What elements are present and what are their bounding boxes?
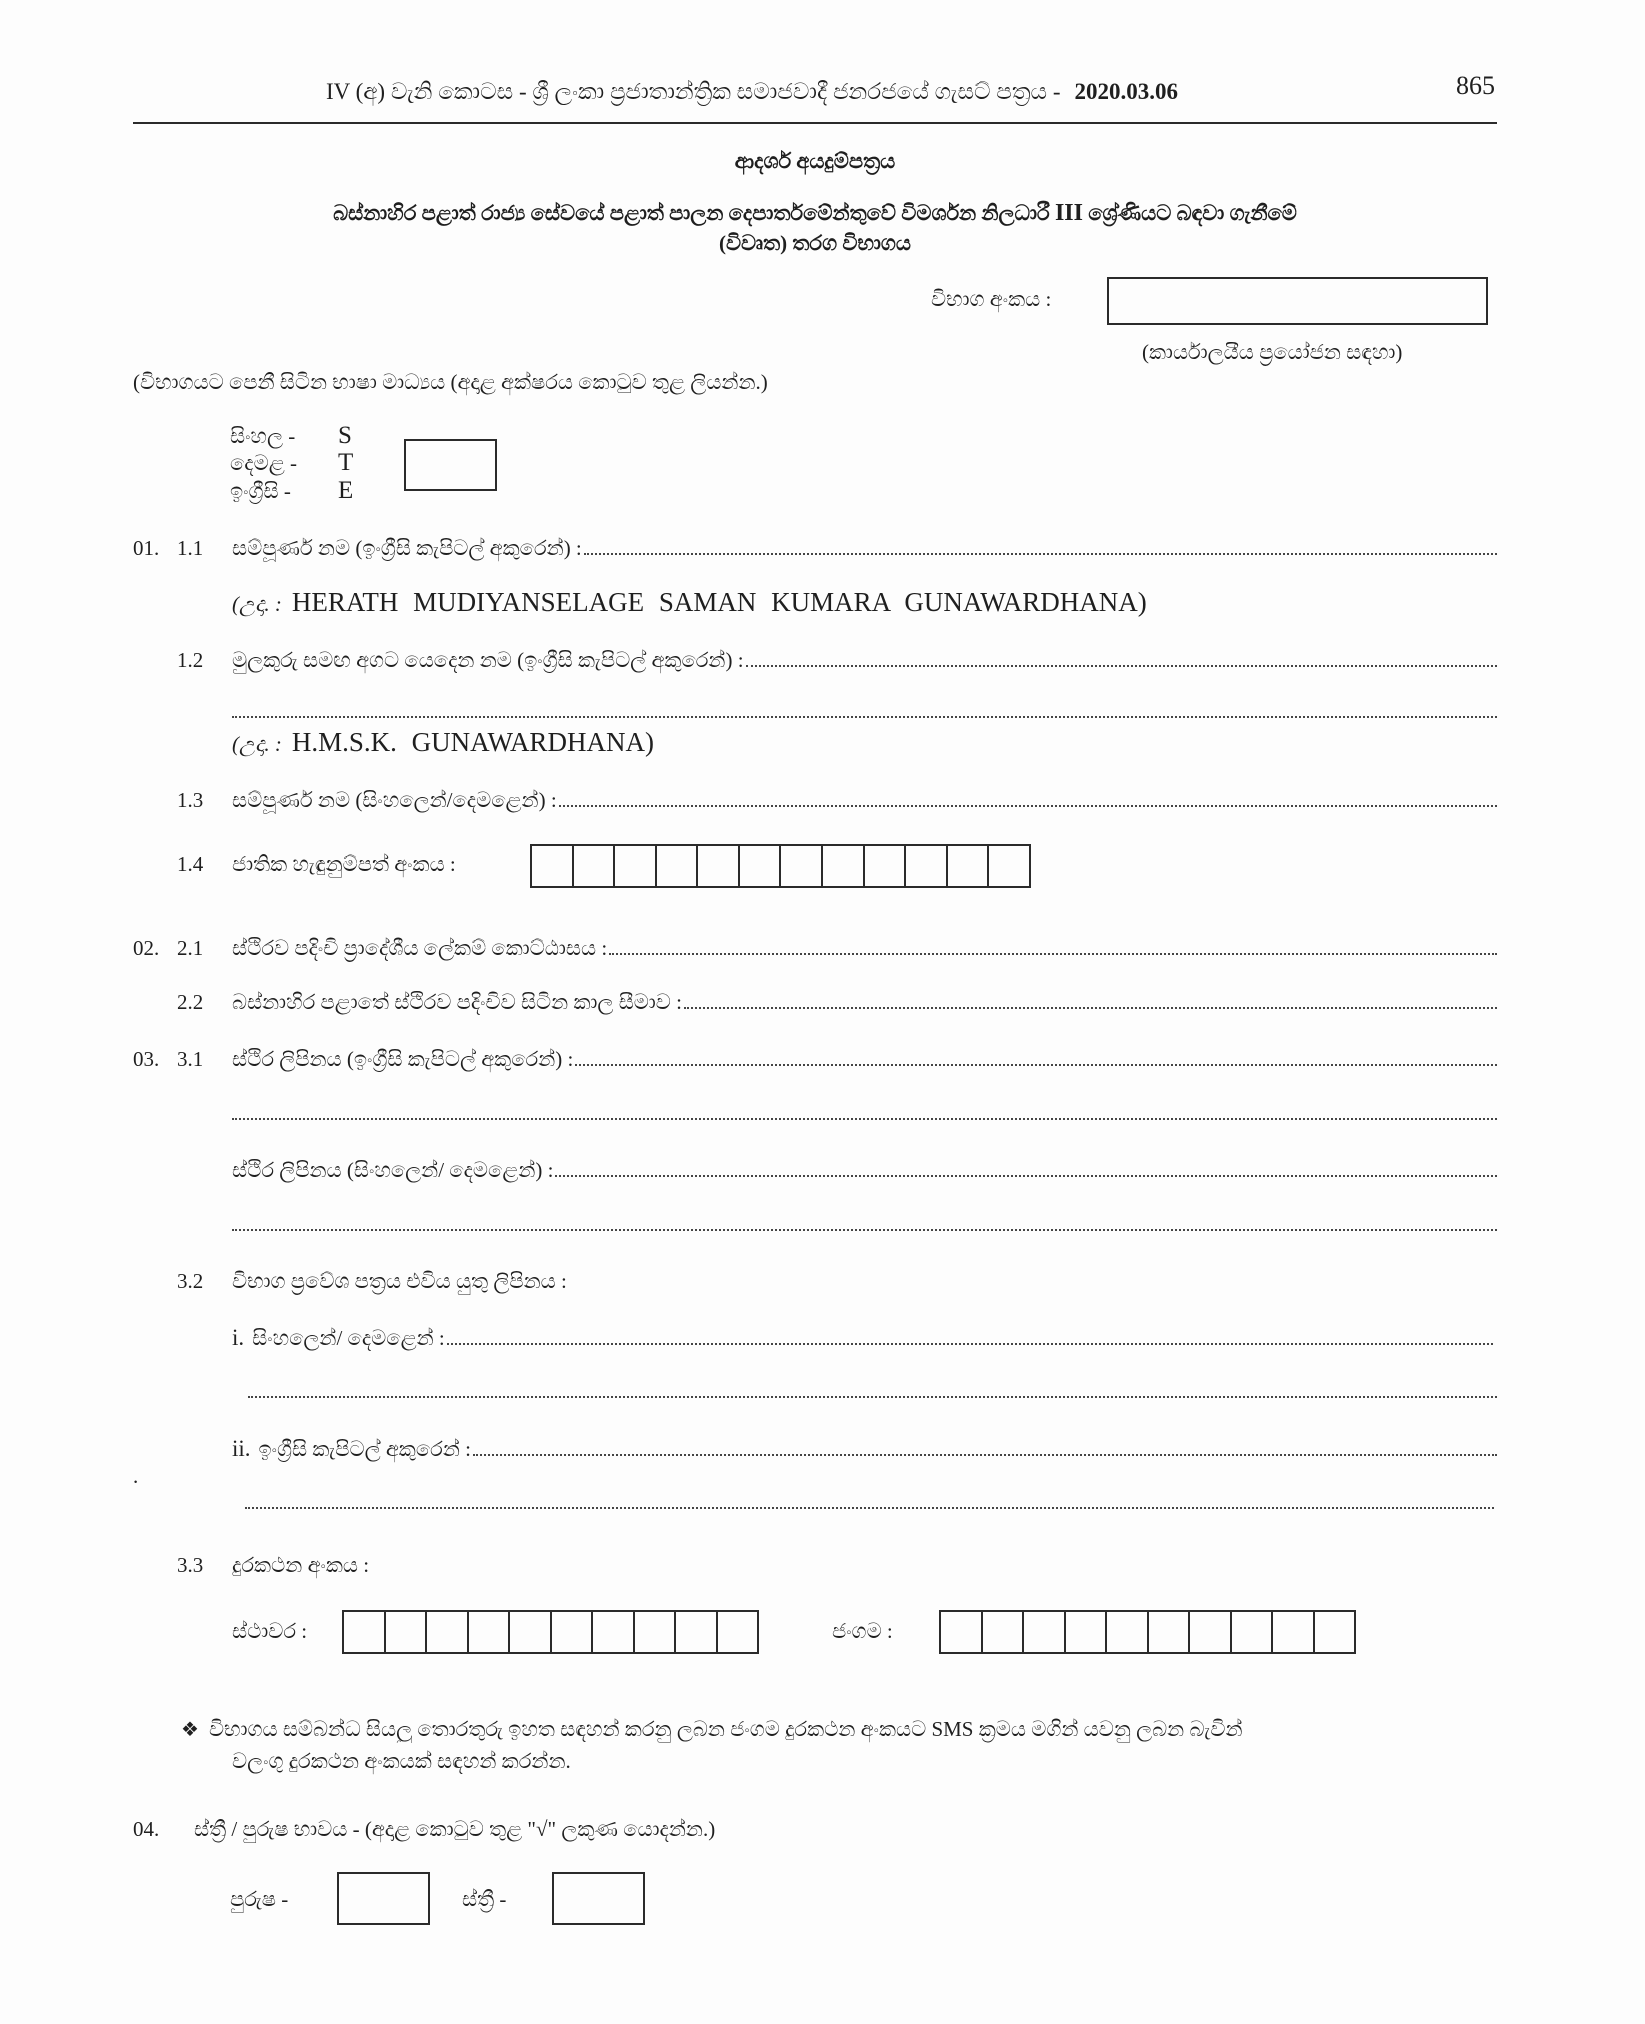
- gazette-header-title: IV (අ) වැනි කොටස - ශ්‍රී ලංකා ප්‍රජාතාන්ත්‍රික සමාජවාදී ජනරජයේ ගැසට් පත්‍රය -: [326, 79, 1061, 104]
- female-label: ස්ත්‍රී -: [462, 1887, 507, 1911]
- divisional-secretariat-label: ස්ථිරව පදිංචි ප්‍රාදේශීය ලේකම් කොට්ඨාසය :: [232, 936, 608, 960]
- residence-period-field[interactable]: [684, 1007, 1497, 1009]
- section-number-01: 01.: [133, 536, 160, 560]
- subtitle-text-end: ශ්‍රේණියට බඳවා ගැනීමේ: [1088, 201, 1297, 225]
- medium-option-tamil: [230, 449, 353, 477]
- permanent-address-local-field-line2[interactable]: [232, 1229, 1497, 1231]
- row-name-with-initials: [133, 646, 1497, 674]
- permanent-address-local-label: ස්ථිර ලිපිනය (සිංහලෙන්/ දෙමළෙන්) :: [232, 1158, 554, 1182]
- divisional-secretariat-field[interactable]: [609, 953, 1497, 955]
- section-number-02: 02.: [133, 936, 160, 960]
- landline-value[interactable]: [344, 1612, 757, 1652]
- gender-label: ස්ත්‍රී / පුරුෂ භාවය - (අදාළ කොටුව තුළ "√" ලකුණ යොදන්න.): [194, 1817, 716, 1841]
- example-prefix: (උදා. :: [232, 592, 282, 616]
- name-with-initials-label: මුලකුරු සමඟ අගට යෙදෙන නම (ඉංග්‍රීසි කැපිටල් අකුරෙන්) :: [232, 648, 744, 672]
- medium-option-code: E: [338, 477, 354, 504]
- item-number-1-2: 1.2: [177, 648, 204, 672]
- row-telephone: [133, 1551, 1497, 1579]
- mobile-value[interactable]: [941, 1612, 1354, 1652]
- form-subtitle-line2: (විවෘත) තරග විභාගය: [718, 231, 912, 255]
- example-prefix: (උදා. :: [232, 732, 282, 756]
- residence-period-label: බස්නාහිර පළාතේ ස්ථිරව පදිංචිව සිටින කාල සීමාව :: [232, 990, 682, 1014]
- form-subtitle-line1: [133, 199, 1497, 227]
- item-number-1-1: 1.1: [177, 536, 204, 560]
- mobile-label: ජංගම :: [832, 1619, 893, 1643]
- item-number-3-3: 3.3: [177, 1553, 204, 1577]
- landline-digit-boxes[interactable]: [342, 1610, 759, 1654]
- form-title: ආදර්ශ අයදුම්පත්‍රය: [734, 149, 896, 173]
- admission-address-local-label: සිංහලෙන්/ දෙමළෙන් :: [252, 1326, 445, 1350]
- medium-option-label: සිංහල -: [230, 424, 296, 448]
- item-number-3-2: 3.2: [177, 1269, 204, 1293]
- admission-address-english-field-line2[interactable]: [245, 1507, 1494, 1509]
- initials-example: [232, 725, 654, 761]
- medium-box[interactable]: [404, 439, 497, 491]
- full-name-english-field[interactable]: [584, 553, 1497, 555]
- sub-item-marker-ii: ii.: [232, 1436, 251, 1461]
- nic-value[interactable]: [532, 846, 1029, 886]
- stray-mark: .: [133, 1464, 139, 1488]
- full-name-example: [232, 585, 1147, 621]
- row-gender: [133, 1815, 1497, 1843]
- admission-address-local-field[interactable]: [447, 1343, 1493, 1345]
- landline-label: ස්ථාවර :: [232, 1619, 308, 1643]
- example-text: HERATH MUDIYANSELAGE SAMAN KUMARA GUNAWARDHANA): [291, 587, 1147, 617]
- nic-label: ජාතික හැඳුනුම්පත් අංකය :: [232, 852, 456, 876]
- header-rule: [133, 122, 1497, 124]
- nic-digit-boxes[interactable]: [530, 844, 1031, 888]
- medium-option-code: T: [338, 449, 354, 476]
- permanent-address-english-label: ස්ථිර ලිපිනය (ඉංග්‍රීසි කැපිටල් අකුරෙන්) :: [232, 1047, 574, 1071]
- male-checkbox[interactable]: [337, 1872, 430, 1925]
- sms-note-line2: වලංගු දුරකථන අංකයක් සඳහන් කරන්න.: [232, 1749, 571, 1773]
- admission-address-label: විභාග ප්‍රවේශ පත්‍රය එවිය යුතු ලිපිනය :: [232, 1269, 567, 1293]
- row-admission-address-local: [232, 1324, 1493, 1352]
- name-with-initials-field[interactable]: [746, 665, 1497, 667]
- telephone-label: දුරකථන අංකය :: [232, 1553, 370, 1577]
- full-name-local-label: සම්පූර්ණ නම (සිංහලෙන්/දෙමළෙන්) :: [232, 788, 557, 812]
- medium-option-label: දෙමළ -: [230, 451, 297, 475]
- female-checkbox[interactable]: [552, 1872, 645, 1925]
- example-text: H.M.S.K. GUNAWARDHANA): [291, 727, 654, 757]
- medium-option-code: S: [338, 422, 352, 449]
- row-permanent-address-english: [133, 1045, 1497, 1073]
- office-use-note: (කාර්යාලයීය ප්‍රයෝජන සඳහා): [1142, 340, 1403, 364]
- admission-address-local-field-line2[interactable]: [248, 1396, 1497, 1398]
- medium-instruction: (විභාගයට පෙනී සිටින භාෂා මාධ්‍යය (අදාළ අක්ෂරය කොටුව තුළ ලියන්න.): [133, 370, 768, 394]
- row-residence-period: [133, 988, 1497, 1016]
- name-with-initials-field-line2[interactable]: [232, 716, 1497, 718]
- male-label: පුරුෂ -: [230, 1887, 289, 1911]
- medium-option-sinhala: [230, 422, 352, 450]
- row-permanent-address-local: [232, 1156, 1497, 1184]
- medium-option-english: [230, 477, 353, 505]
- gazette-header: [326, 77, 1326, 107]
- item-number-2-1: 2.1: [177, 936, 204, 960]
- sms-note-line1: [181, 1715, 1499, 1743]
- exam-number-label: විභාග අංකය :: [931, 287, 1052, 311]
- section-number-03: 03.: [133, 1047, 160, 1071]
- row-full-name-english: [133, 534, 1497, 562]
- row-admission-address: [133, 1267, 1497, 1295]
- item-number-3-1: 3.1: [177, 1047, 204, 1071]
- full-name-local-field[interactable]: [559, 805, 1497, 807]
- subtitle-grade: III: [1054, 200, 1083, 226]
- page-number: 865: [1456, 71, 1495, 100]
- item-number-1-3: 1.3: [177, 788, 204, 812]
- item-number-2-2: 2.2: [177, 990, 204, 1014]
- row-full-name-local: [133, 786, 1497, 814]
- permanent-address-english-field[interactable]: [575, 1064, 1497, 1066]
- admission-address-english-field[interactable]: [473, 1454, 1497, 1456]
- permanent-address-english-field-line2[interactable]: [232, 1118, 1497, 1120]
- gazette-date: 2020.03.06: [1074, 79, 1178, 104]
- exam-number-box[interactable]: [1107, 277, 1488, 325]
- admission-address-english-label: ඉංග්‍රීසි කැපිටල් අකුරෙන් :: [258, 1437, 471, 1461]
- item-number-1-4: 1.4: [177, 852, 204, 876]
- row-nic: [133, 850, 525, 878]
- subtitle-text-start: බස්නාහිර පළාත් රාජ්‍ය සේවයේ පළාත් පාලන දෙපාර්තමේන්තුවේ විමර්ශන නිලධාරී: [333, 201, 1050, 225]
- permanent-address-local-field[interactable]: [555, 1175, 1497, 1177]
- diamond-bullet-icon: ❖: [181, 1717, 199, 1741]
- sub-item-marker-i: i.: [232, 1325, 245, 1350]
- row-divisional-secretariat: [133, 934, 1497, 962]
- full-name-english-label: සම්පූර්ණ නම (ඉංග්‍රීසි කැපිටල් අකුරෙන්) :: [232, 536, 582, 560]
- mobile-digit-boxes[interactable]: [939, 1610, 1356, 1654]
- medium-option-label: ඉංග්‍රීසි -: [230, 479, 291, 503]
- section-number-04: 04.: [133, 1817, 160, 1841]
- row-admission-address-english: [232, 1435, 1497, 1463]
- sms-note-text: විභාගය සම්බන්ධ සියලු තොරතුරු ඉහත සඳහන් කරනු ලබන ජංගම දුරකථන අංකයට SMS ක්‍රමය මගින් යවනු ලබන බැවින්: [208, 1717, 1243, 1741]
